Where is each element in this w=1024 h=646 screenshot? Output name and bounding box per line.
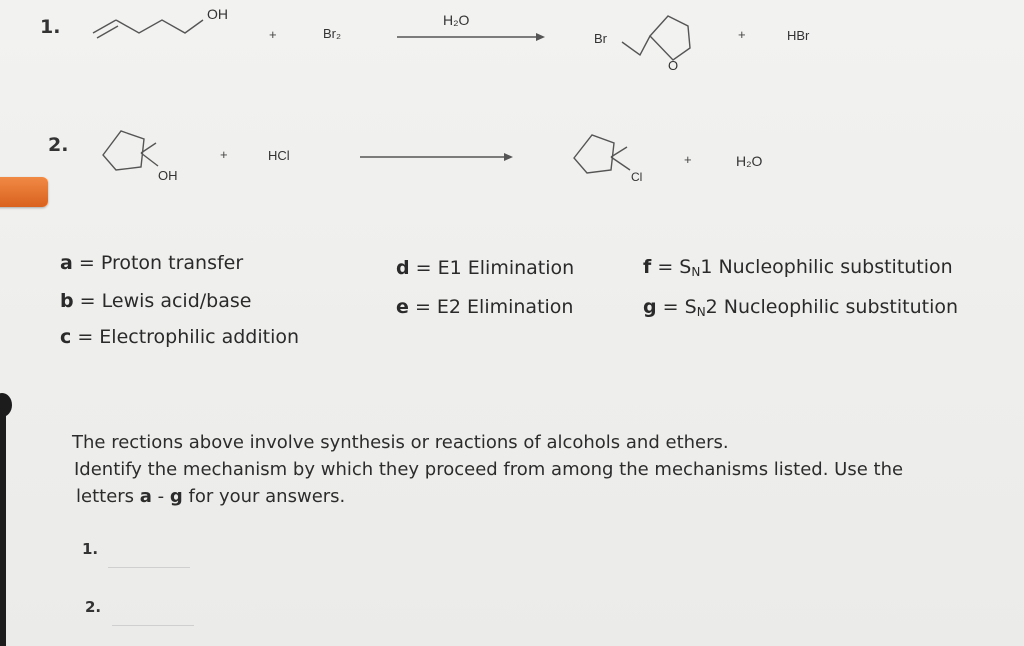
mechanism-prefix: S [684,296,697,318]
subscript-n: N [696,305,706,319]
instructions-text: letters [76,486,140,507]
mechanism-prefix: S [679,256,692,278]
screen-bezel-edge [0,395,6,646]
mechanism-letter: a [60,252,73,274]
reagent-br2: Br₂ [323,26,342,41]
answer-2-input[interactable] [112,593,194,626]
mechanism-letter: g [643,296,657,318]
answer-1-input[interactable] [108,535,190,568]
reactant-2-oh-label: OH [158,168,178,183]
equals-sign: = [415,257,432,279]
product-1-br-label: Br [594,31,607,46]
reaction-1-structures [0,0,1024,200]
mechanism-letter: b [60,290,74,312]
mechanism-text: E1 Elimination [437,257,575,279]
mechanism-a [60,252,243,274]
mechanism-c [60,326,299,348]
plus-sign: + [220,147,228,162]
subscript-n: N [691,265,701,279]
reagent-hcl: HCl [268,148,290,163]
product-2-cl-label: Cl [631,170,643,184]
instructions-text: for your answers. [182,486,346,507]
product-1-ring-oxygen: O [668,58,679,73]
instructions-line-3 [76,484,345,510]
mechanism-letter: e [396,296,409,318]
instructions-line-1: The rections above involve synthesis or reactions of alcohols and ethers. [72,432,729,453]
mechanism-text: E2 Elimination [436,296,574,318]
reactant-1-double-bond [93,20,116,33]
reactant-1-oh-label: OH [207,6,228,22]
collapse-handle-icon[interactable] [0,393,12,417]
byproduct-h2o: H₂O [736,153,763,169]
equals-sign: = [414,296,431,318]
mechanism-text: Proton transfer [100,252,244,274]
mechanism-letter: c [60,326,72,348]
plus-sign: + [684,152,692,167]
instructions-text: - [151,486,170,507]
mechanism-text: 2 Nucleophilic substitution [705,296,959,318]
letter-a: a [139,486,152,507]
equals-sign: = [657,256,674,278]
mechanism-letter: f [643,256,652,278]
reaction-1-number: 1. [40,16,61,38]
mechanism-f [643,256,953,279]
answer-2-label: 2. [85,598,102,616]
mechanism-e [396,296,573,318]
byproduct-hbr: HBr [787,28,810,43]
mechanism-d [396,257,574,279]
answer-1-label: 1. [82,540,99,558]
equals-sign: = [78,252,95,274]
plus-sign: + [269,27,277,42]
equals-sign: = [77,326,94,348]
letter-g: g [169,486,183,507]
mechanism-text: 1 Nucleophilic substitution [700,256,953,278]
mechanism-b [60,290,251,312]
instructions-line-2: Identify the mechanism by which they proceed from among the mechanisms listed. Use the [74,459,904,480]
reaction-1-condition: H₂O [443,12,470,28]
plus-sign: + [738,27,746,42]
equals-sign: = [662,296,679,318]
mechanism-g [643,296,958,319]
mechanism-text: Lewis acid/base [101,290,252,312]
reaction-2-number: 2. [48,134,69,156]
mechanism-text: Electrophilic addition [99,326,300,348]
equals-sign: = [79,290,96,312]
mechanism-letter: d [396,257,410,279]
